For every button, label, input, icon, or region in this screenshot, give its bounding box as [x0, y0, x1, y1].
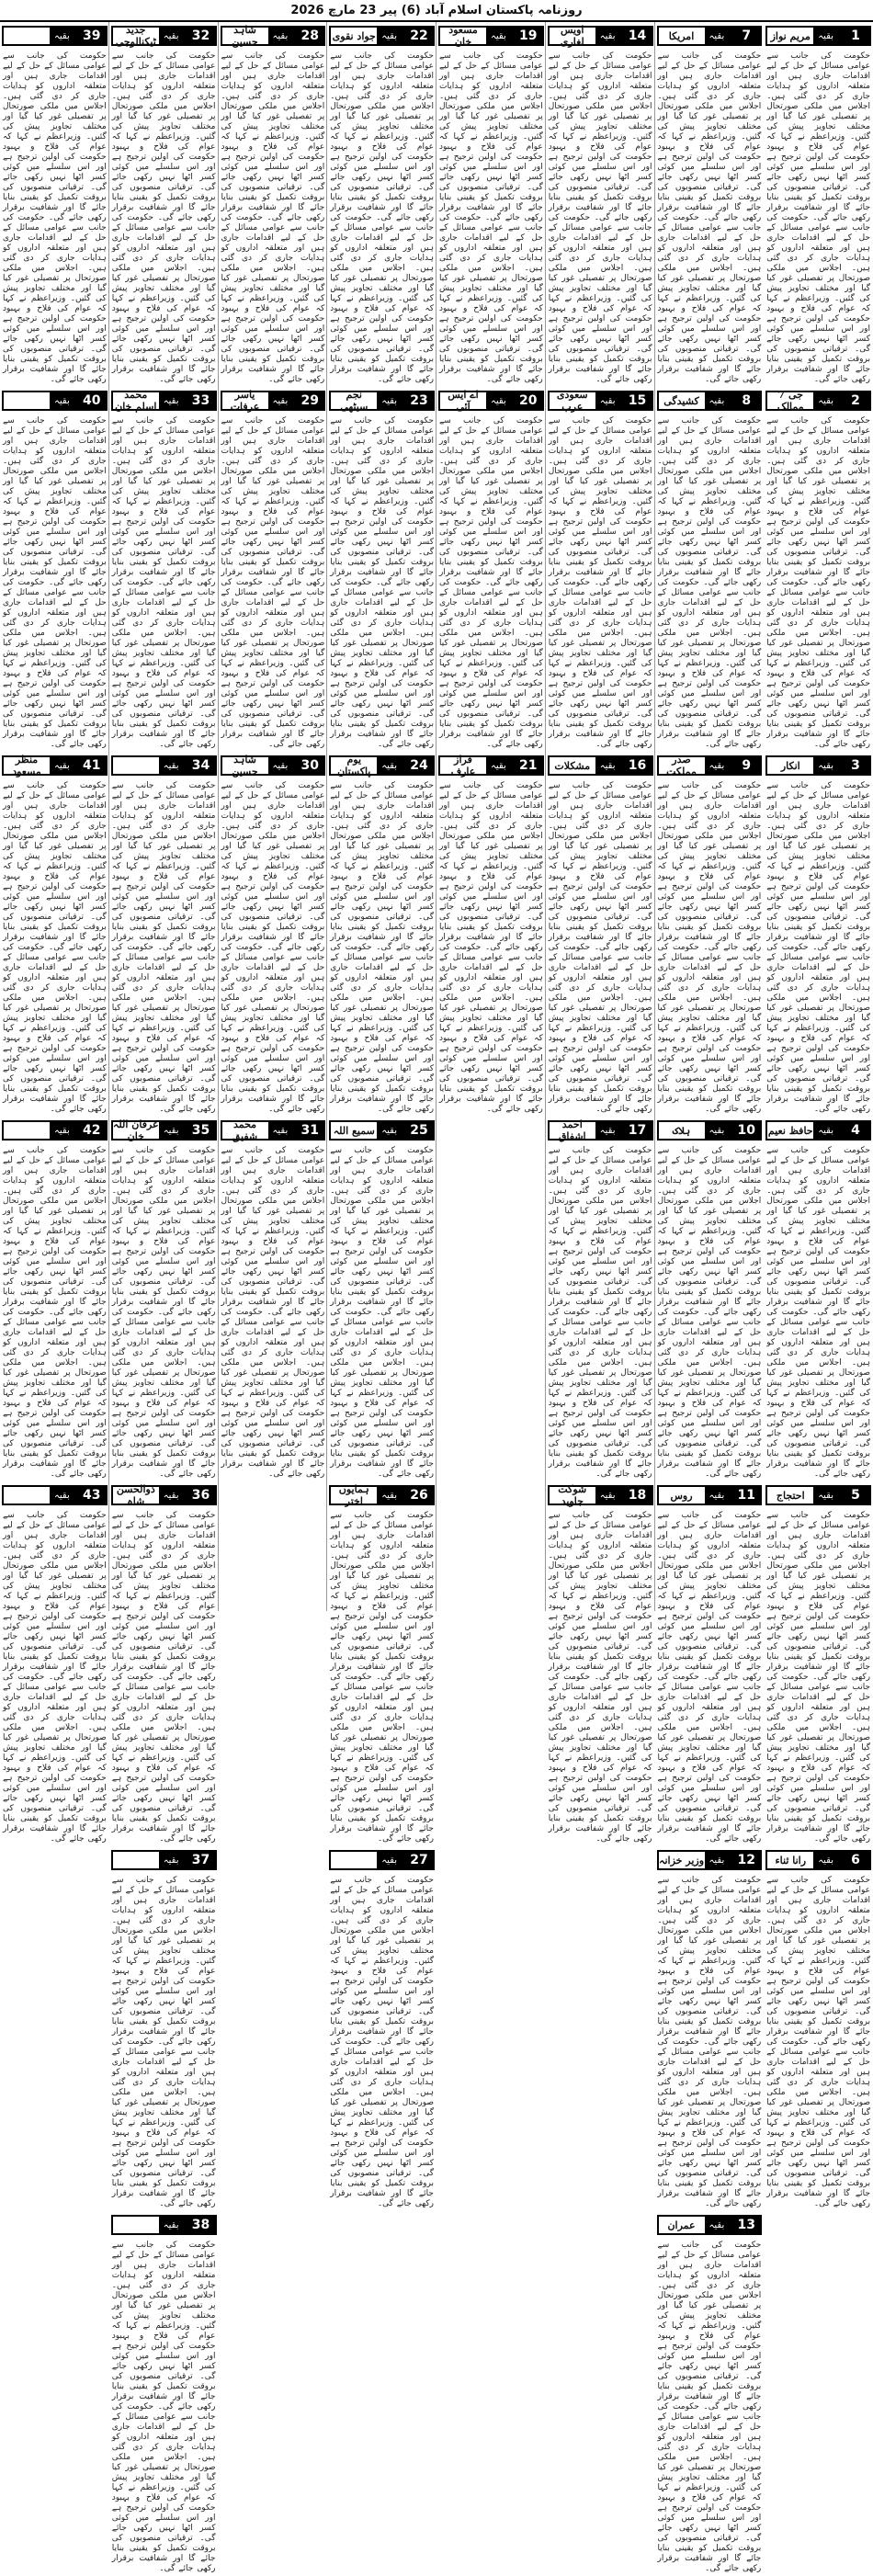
story-number: 4	[840, 1120, 871, 1140]
continued-story-header	[111, 1120, 217, 1140]
story-title: اے ایس آئی	[448, 389, 479, 413]
story-title-box	[438, 26, 513, 46]
story-body: حکومت کی جانب سے عوامی مسائل کے حل کے لیے اقدامات جاری ہیں اور متعلقہ اداروں کو ہدایات جاری کر دی گئی ہیں۔ اجلاس میں ملکی صورتحال پر تفصیلی غور کیا گیا اور مختلف تجاویز پیش کی گئیں۔ وزیراعظم نے کہا کہ عوام کی فلاح و بہبود حکومت کی اولین ترجیح ہے اور اس سلسلے میں کوئی کسر اٹھا نہیں رکھی جائے گی۔ ترقیاتی منصوبوں کی بروقت تکمیل کو یقینی بنایا جائے گا اور شفافیت برقرار رکھی جائے گی۔ حکومت کی جانب سے عوامی مسائل کے حل کے لیے اقدامات جاری ہیں اور متعلقہ اداروں کو ہدایات جاری کر دی گئی ہیں۔ اجلاس میں ملکی صورتحال پر تفصیلی غور کیا گیا اور مختلف تجاویز پیش کی گئیں۔ وزیراعظم نے کہا کہ عوام کی فلاح و بہبود حکومت کی اولین ترجیح ہے اور اس سلسلے میں کوئی کسر اٹھا نہیں رکھی جائے گی۔ ترقیاتی منصوبوں کی بروقت تکمیل کو یقینی بنایا جائے گا اور شفافیت برقرار رکھی جائے گی۔	[111, 416, 216, 749]
continued-story-header	[111, 1850, 217, 1870]
story-body: حکومت کی جانب سے عوامی مسائل کے حل کے لیے اقدامات جاری ہیں اور متعلقہ اداروں کو ہدایات جاری کر دی گئی ہیں۔ اجلاس میں ملکی صورتحال پر تفصیلی غور کیا گیا اور مختلف تجاویز پیش کی گئیں۔ وزیراعظم نے کہا کہ عوام کی فلاح و بہبود حکومت کی اولین ترجیح ہے اور اس سلسلے میں کوئی کسر اٹھا نہیں رکھی جائے گی۔ ترقیاتی منصوبوں کی بروقت تکمیل کو یقینی بنایا جائے گا اور شفافیت برقرار رکھی جائے گی۔ حکومت کی جانب سے عوامی مسائل کے حل کے لیے اقدامات جاری ہیں اور متعلقہ اداروں کو ہدایات جاری کر دی گئی ہیں۔ اجلاس میں ملکی صورتحال پر تفصیلی غور کیا گیا اور مختلف تجاویز پیش کی گئیں۔ وزیراعظم نے کہا کہ عوام کی فلاح و بہبود حکومت کی اولین ترجیح ہے اور اس سلسلے میں کوئی کسر اٹھا نہیں رکھی جائے گی۔ ترقیاتی منصوبوں کی بروقت تکمیل کو یقینی بنایا جائے گا اور شفافیت برقرار رکھی جائے گی۔	[657, 416, 762, 749]
story-number: 9	[731, 755, 762, 776]
story-title: صدر مملکت	[666, 754, 697, 777]
story-body: حکومت کی جانب سے عوامی مسائل کے حل کے لیے اقدامات جاری ہیں اور متعلقہ اداروں کو ہدایات جاری کر دی گئی ہیں۔ اجلاس میں ملکی صورتحال پر تفصیلی غور کیا گیا اور مختلف تجاویز پیش کی گئیں۔ وزیراعظم نے کہا کہ عوام کی فلاح و بہبود حکومت کی اولین ترجیح ہے اور اس سلسلے میں کوئی کسر اٹھا نہیں رکھی جائے گی۔ ترقیاتی منصوبوں کی بروقت تکمیل کو یقینی بنایا جائے گا اور شفافیت برقرار رکھی جائے گی۔ حکومت کی جانب سے عوامی مسائل کے حل کے لیے اقدامات جاری ہیں اور متعلقہ اداروں کو ہدایات جاری کر دی گئی ہیں۔ اجلاس میں ملکی صورتحال پر تفصیلی غور کیا گیا اور مختلف تجاویز پیش کی گئیں۔ وزیراعظم نے کہا کہ عوام کی فلاح و بہبود حکومت کی اولین ترجیح ہے اور اس سلسلے میں کوئی کسر اٹھا نہیں رکھی جائے گی۔ ترقیاتی منصوبوں کی بروقت تکمیل کو یقینی بنایا جائے گا اور شفافیت برقرار رکھی جائے گی۔	[330, 1876, 434, 2208]
story-title-box	[221, 755, 295, 776]
story-body: حکومت کی جانب سے عوامی مسائل کے حل کے لیے اقدامات جاری ہیں اور متعلقہ اداروں کو ہدایات جاری کر دی گئی ہیں۔ اجلاس میں ملکی صورتحال پر تفصیلی غور کیا گیا اور مختلف تجاویز پیش کی گئیں۔ وزیراعظم نے کہا کہ عوام کی فلاح و بہبود حکومت کی اولین ترجیح ہے اور اس سلسلے میں کوئی کسر اٹھا نہیں رکھی جائے گی۔ ترقیاتی منصوبوں کی بروقت تکمیل کو یقینی بنایا جائے گا اور شفافیت برقرار رکھی جائے گی۔ حکومت کی جانب سے عوامی مسائل کے حل کے لیے اقدامات جاری ہیں اور متعلقہ اداروں کو ہدایات جاری کر دی گئی ہیں۔ اجلاس میں ملکی صورتحال پر تفصیلی غور کیا گیا اور مختلف تجاویز پیش کی گئیں۔ وزیراعظم نے کہا کہ عوام کی فلاح و بہبود حکومت کی اولین ترجیح ہے اور اس سلسلے میں کوئی کسر اٹھا نہیں رکھی جائے گی۔ ترقیاتی منصوبوں کی بروقت تکمیل کو یقینی بنایا جائے گا اور شفافیت برقرار رکھی جائے گی۔	[111, 1146, 216, 1479]
story-title: اویس لغاری	[560, 24, 584, 48]
masthead: روزنامہ پاکستان اسلام آباد (6) پیر 23 مارچ 2026	[0, 0, 873, 22]
story-number: 39	[76, 26, 108, 46]
story-number: 23	[403, 391, 435, 411]
story-body: حکومت کی جانب سے عوامی مسائل کے حل کے لیے اقدامات جاری ہیں اور متعلقہ اداروں کو ہدایات جاری کر دی گئی ہیں۔ اجلاس میں ملکی صورتحال پر تفصیلی غور کیا گیا اور مختلف تجاویز پیش کی گئیں۔ وزیراعظم نے کہا کہ عوام کی فلاح و بہبود حکومت کی اولین ترجیح ہے اور اس سلسلے میں کوئی کسر اٹھا نہیں رکھی جائے گی۔ ترقیاتی منصوبوں کی بروقت تکمیل کو یقینی بنایا جائے گا اور شفافیت برقرار رکھی جائے گی۔ حکومت کی جانب سے عوامی مسائل کے حل کے لیے اقدامات جاری ہیں اور متعلقہ اداروں کو ہدایات جاری کر دی گئی ہیں۔ اجلاس میں ملکی صورتحال پر تفصیلی غور کیا گیا اور مختلف تجاویز پیش کی گئیں۔ وزیراعظم نے کہا کہ عوام کی فلاح و بہبود حکومت کی اولین ترجیح ہے اور اس سلسلے میں کوئی کسر اٹھا نہیں رکھی جائے گی۔ ترقیاتی منصوبوں کی بروقت تکمیل کو یقینی بنایا جائے گا اور شفافیت برقرار رکھی جائے گی۔	[548, 51, 652, 384]
story-title: فراز عارف	[450, 754, 476, 777]
story-body: حکومت کی جانب سے عوامی مسائل کے حل کے لیے اقدامات جاری ہیں اور متعلقہ اداروں کو ہدایات جاری کر دی گئی ہیں۔ اجلاس میں ملکی صورتحال پر تفصیلی غور کیا گیا اور مختلف تجاویز پیش کی گئیں۔ وزیراعظم نے کہا کہ عوام کی فلاح و بہبود حکومت کی اولین ترجیح ہے اور اس سلسلے میں کوئی کسر اٹھا نہیں رکھی جائے گی۔ ترقیاتی منصوبوں کی بروقت تکمیل کو یقینی بنایا جائے گا اور شفافیت برقرار رکھی جائے گی۔ حکومت کی جانب سے عوامی مسائل کے حل کے لیے اقدامات جاری ہیں اور متعلقہ اداروں کو ہدایات جاری کر دی گئی ہیں۔ اجلاس میں ملکی صورتحال پر تفصیلی غور کیا گیا اور مختلف تجاویز پیش کی گئیں۔ وزیراعظم نے کہا کہ عوام کی فلاح و بہبود حکومت کی اولین ترجیح ہے اور اس سلسلے میں کوئی کسر اٹھا نہیں رکھی جائے گی۔ ترقیاتی منصوبوں کی بروقت تکمیل کو یقینی بنایا جائے گا اور شفافیت برقرار رکھی جائے گی۔	[548, 1146, 652, 1479]
continued-story-header	[2, 755, 108, 776]
story-body: حکومت کی جانب سے عوامی مسائل کے حل کے لیے اقدامات جاری ہیں اور متعلقہ اداروں کو ہدایات جاری کر دی گئی ہیں۔ اجلاس میں ملکی صورتحال پر تفصیلی غور کیا گیا اور مختلف تجاویز پیش کی گئیں۔ وزیراعظم نے کہا کہ عوام کی فلاح و بہبود حکومت کی اولین ترجیح ہے اور اس سلسلے میں کوئی کسر اٹھا نہیں رکھی جائے گی۔ ترقیاتی منصوبوں کی بروقت تکمیل کو یقینی بنایا جائے گا اور شفافیت برقرار رکھی جائے گی۔ حکومت کی جانب سے عوامی مسائل کے حل کے لیے اقدامات جاری ہیں اور متعلقہ اداروں کو ہدایات جاری کر دی گئی ہیں۔ اجلاس میں ملکی صورتحال پر تفصیلی غور کیا گیا اور مختلف تجاویز پیش کی گئیں۔ وزیراعظم نے کہا کہ عوام کی فلاح و بہبود حکومت کی اولین ترجیح ہے اور اس سلسلے میں کوئی کسر اٹھا نہیں رکھی جائے گی۔ ترقیاتی منصوبوں کی بروقت تکمیل کو یقینی بنایا جائے گا اور شفافیت برقرار رکھی جائے گی۔	[330, 781, 434, 1114]
story-title-box	[657, 1850, 731, 1870]
continued-tag: بقیہ	[813, 28, 838, 44]
story-title: وزیر خزانہ	[659, 1854, 705, 1867]
story-title: شاہد حسین	[232, 754, 258, 777]
story-title-box	[2, 1120, 76, 1140]
story-body: حکومت کی جانب سے عوامی مسائل کے حل کے لیے اقدامات جاری ہیں اور متعلقہ اداروں کو ہدایات جاری کر دی گئی ہیں۔ اجلاس میں ملکی صورتحال پر تفصیلی غور کیا گیا اور مختلف تجاویز پیش کی گئیں۔ وزیراعظم نے کہا کہ عوام کی فلاح و بہبود حکومت کی اولین ترجیح ہے اور اس سلسلے میں کوئی کسر اٹھا نہیں رکھی جائے گی۔ ترقیاتی منصوبوں کی بروقت تکمیل کو یقینی بنایا جائے گا اور شفافیت برقرار رکھی جائے گی۔ حکومت کی جانب سے عوامی مسائل کے حل کے لیے اقدامات جاری ہیں اور متعلقہ اداروں کو ہدایات جاری کر دی گئی ہیں۔ اجلاس میں ملکی صورتحال پر تفصیلی غور کیا گیا اور مختلف تجاویز پیش کی گئیں۔ وزیراعظم نے کہا کہ عوام کی فلاح و بہبود حکومت کی اولین ترجیح ہے اور اس سلسلے میں کوئی کسر اٹھا نہیں رکھی جائے گی۔ ترقیاتی منصوبوں کی بروقت تکمیل کو یقینی بنایا جائے گا اور شفافیت برقرار رکھی جائے گی۔	[221, 416, 325, 749]
story-number: 20	[513, 391, 544, 411]
continued-story-header	[548, 1120, 653, 1140]
story-title-box	[2, 26, 76, 46]
continued-story-header	[438, 26, 544, 46]
story-body: حکومت کی جانب سے عوامی مسائل کے حل کے لیے اقدامات جاری ہیں اور متعلقہ اداروں کو ہدایات جاری کر دی گئی ہیں۔ اجلاس میں ملکی صورتحال پر تفصیلی غور کیا گیا اور مختلف تجاویز پیش کی گئیں۔ وزیراعظم نے کہا کہ عوام کی فلاح و بہبود حکومت کی اولین ترجیح ہے اور اس سلسلے میں کوئی کسر اٹھا نہیں رکھی جائے گی۔ ترقیاتی منصوبوں کی بروقت تکمیل کو یقینی بنایا جائے گا اور شفافیت برقرار رکھی جائے گی۔ حکومت کی جانب سے عوامی مسائل کے حل کے لیے اقدامات جاری ہیں اور متعلقہ اداروں کو ہدایات جاری کر دی گئی ہیں۔ اجلاس میں ملکی صورتحال پر تفصیلی غور کیا گیا اور مختلف تجاویز پیش کی گئیں۔ وزیراعظم نے کہا کہ عوام کی فلاح و بہبود حکومت کی اولین ترجیح ہے اور اس سلسلے میں کوئی کسر اٹھا نہیں رکھی جائے گی۔ ترقیاتی منصوبوں کی بروقت تکمیل کو یقینی بنایا جائے گا اور شفافیت برقرار رکھی جائے گی۔	[766, 416, 870, 749]
story-body: حکومت کی جانب سے عوامی مسائل کے حل کے لیے اقدامات جاری ہیں اور متعلقہ اداروں کو ہدایات جاری کر دی گئی ہیں۔ اجلاس میں ملکی صورتحال پر تفصیلی غور کیا گیا اور مختلف تجاویز پیش کی گئیں۔ وزیراعظم نے کہا کہ عوام کی فلاح و بہبود حکومت کی اولین ترجیح ہے اور اس سلسلے میں کوئی کسر اٹھا نہیں رکھی جائے گی۔ ترقیاتی منصوبوں کی بروقت تکمیل کو یقینی بنایا جائے گا اور شفافیت برقرار رکھی جائے گی۔ حکومت کی جانب سے عوامی مسائل کے حل کے لیے اقدامات جاری ہیں اور متعلقہ اداروں کو ہدایات جاری کر دی گئی ہیں۔ اجلاس میں ملکی صورتحال پر تفصیلی غور کیا گیا اور مختلف تجاویز پیش کی گئیں۔ وزیراعظم نے کہا کہ عوام کی فلاح و بہبود حکومت کی اولین ترجیح ہے اور اس سلسلے میں کوئی کسر اٹھا نہیں رکھی جائے گی۔ ترقیاتی منصوبوں کی بروقت تکمیل کو یقینی بنایا جائے گا اور شفافیت برقرار رکھی جائے گی۔	[111, 781, 216, 1114]
continued-story-header	[2, 26, 108, 46]
story-title-box	[2, 755, 76, 776]
story-title-box	[329, 755, 403, 776]
continued-tag: بقیہ	[813, 1487, 838, 1504]
continued-tag: بقیہ	[159, 392, 184, 409]
continued-tag: بقیہ	[595, 28, 620, 44]
continued-tag: بقیہ	[705, 1487, 730, 1504]
continued-story-header	[221, 1120, 326, 1140]
story-number: 2	[840, 391, 871, 411]
continued-story-header	[221, 755, 326, 776]
continued-tag: بقیہ	[159, 1852, 184, 1868]
story-number: 43	[76, 1485, 108, 1505]
story-body: حکومت کی جانب سے عوامی مسائل کے حل کے لیے اقدامات جاری ہیں اور متعلقہ اداروں کو ہدایات جاری کر دی گئی ہیں۔ اجلاس میں ملکی صورتحال پر تفصیلی غور کیا گیا اور مختلف تجاویز پیش کی گئیں۔ وزیراعظم نے کہا کہ عوام کی فلاح و بہبود حکومت کی اولین ترجیح ہے اور اس سلسلے میں کوئی کسر اٹھا نہیں رکھی جائے گی۔ ترقیاتی منصوبوں کی بروقت تکمیل کو یقینی بنایا جائے گا اور شفافیت برقرار رکھی جائے گی۔ حکومت کی جانب سے عوامی مسائل کے حل کے لیے اقدامات جاری ہیں اور متعلقہ اداروں کو ہدایات جاری کر دی گئی ہیں۔ اجلاس میں ملکی صورتحال پر تفصیلی غور کیا گیا اور مختلف تجاویز پیش کی گئیں۔ وزیراعظم نے کہا کہ عوام کی فلاح و بہبود حکومت کی اولین ترجیح ہے اور اس سلسلے میں کوئی کسر اٹھا نہیں رکھی جائے گی۔ ترقیاتی منصوبوں کی بروقت تکمیل کو یقینی بنایا جائے گا اور شفافیت برقرار رکھی جائے گی۔	[766, 781, 870, 1114]
story-number: 22	[403, 26, 435, 46]
continued-tag: بقیہ	[377, 392, 402, 409]
continued-story-header	[329, 1120, 435, 1140]
continued-story-header	[548, 755, 653, 776]
story-body: حکومت کی جانب سے عوامی مسائل کے حل کے لیے اقدامات جاری ہیں اور متعلقہ اداروں کو ہدایات جاری کر دی گئی ہیں۔ اجلاس میں ملکی صورتحال پر تفصیلی غور کیا گیا اور مختلف تجاویز پیش کی گئیں۔ وزیراعظم نے کہا کہ عوام کی فلاح و بہبود حکومت کی اولین ترجیح ہے اور اس سلسلے میں کوئی کسر اٹھا نہیں رکھی جائے گی۔ ترقیاتی منصوبوں کی بروقت تکمیل کو یقینی بنایا جائے گا اور شفافیت برقرار رکھی جائے گی۔ حکومت کی جانب سے عوامی مسائل کے حل کے لیے اقدامات جاری ہیں اور متعلقہ اداروں کو ہدایات جاری کر دی گئی ہیں۔ اجلاس میں ملکی صورتحال پر تفصیلی غور کیا گیا اور مختلف تجاویز پیش کی گئیں۔ وزیراعظم نے کہا کہ عوام کی فلاح و بہبود حکومت کی اولین ترجیح ہے اور اس سلسلے میں کوئی کسر اٹھا نہیں رکھی جائے گی۔ ترقیاتی منصوبوں کی بروقت تکمیل کو یقینی بنایا جائے گا اور شفافیت برقرار رکھی جائے گی۔	[657, 1511, 762, 1844]
story-title-box	[657, 2215, 731, 2235]
continued-tag: بقیہ	[159, 1487, 184, 1504]
story-body: حکومت کی جانب سے عوامی مسائل کے حل کے لیے اقدامات جاری ہیں اور متعلقہ اداروں کو ہدایات جاری کر دی گئی ہیں۔ اجلاس میں ملکی صورتحال پر تفصیلی غور کیا گیا اور مختلف تجاویز پیش کی گئیں۔ وزیراعظم نے کہا کہ عوام کی فلاح و بہبود حکومت کی اولین ترجیح ہے اور اس سلسلے میں کوئی کسر اٹھا نہیں رکھی جائے گی۔ ترقیاتی منصوبوں کی بروقت تکمیل کو یقینی بنایا جائے گا اور شفافیت برقرار رکھی جائے گی۔ حکومت کی جانب سے عوامی مسائل کے حل کے لیے اقدامات جاری ہیں اور متعلقہ اداروں کو ہدایات جاری کر دی گئی ہیں۔ اجلاس میں ملکی صورتحال پر تفصیلی غور کیا گیا اور مختلف تجاویز پیش کی گئیں۔ وزیراعظم نے کہا کہ عوام کی فلاح و بہبود حکومت کی اولین ترجیح ہے اور اس سلسلے میں کوئی کسر اٹھا نہیں رکھی جائے گی۔ ترقیاتی منصوبوں کی بروقت تکمیل کو یقینی بنایا جائے گا اور شفافیت برقرار رکھی جائے گی۔	[111, 1511, 216, 1844]
story-title-box	[329, 26, 403, 46]
story-title: حافظ نعیم	[767, 1124, 813, 1137]
story-title: شاہد حسین	[232, 24, 258, 48]
story-number: 19	[513, 26, 544, 46]
continued-tag: بقیہ	[377, 1852, 402, 1868]
story-title: عمران	[667, 2219, 696, 2231]
story-title: جواد نقوی	[332, 29, 376, 42]
continued-story-header	[111, 26, 217, 46]
story-title-box	[111, 755, 186, 776]
continued-tag: بقیہ	[377, 757, 402, 774]
story-number: 34	[186, 755, 217, 776]
story-number: 25	[403, 1120, 435, 1140]
continued-tag: بقیہ	[813, 392, 838, 409]
continued-tag: بقیہ	[50, 392, 74, 409]
continued-tag: بقیہ	[50, 757, 74, 774]
story-number: 38	[186, 2215, 217, 2235]
continued-tag: بقیہ	[813, 757, 838, 774]
continued-tag: بقیہ	[705, 2217, 730, 2233]
story-body: حکومت کی جانب سے عوامی مسائل کے حل کے لیے اقدامات جاری ہیں اور متعلقہ اداروں کو ہدایات جاری کر دی گئی ہیں۔ اجلاس میں ملکی صورتحال پر تفصیلی غور کیا گیا اور مختلف تجاویز پیش کی گئیں۔ وزیراعظم نے کہا کہ عوام کی فلاح و بہبود حکومت کی اولین ترجیح ہے اور اس سلسلے میں کوئی کسر اٹھا نہیں رکھی جائے گی۔ ترقیاتی منصوبوں کی بروقت تکمیل کو یقینی بنایا جائے گا اور شفافیت برقرار رکھی جائے گی۔ حکومت کی جانب سے عوامی مسائل کے حل کے لیے اقدامات جاری ہیں اور متعلقہ اداروں کو ہدایات جاری کر دی گئی ہیں۔ اجلاس میں ملکی صورتحال پر تفصیلی غور کیا گیا اور مختلف تجاویز پیش کی گئیں۔ وزیراعظم نے کہا کہ عوام کی فلاح و بہبود حکومت کی اولین ترجیح ہے اور اس سلسلے میں کوئی کسر اٹھا نہیں رکھی جائے گی۔ ترقیاتی منصوبوں کی بروقت تکمیل کو یقینی بنایا جائے گا اور شفافیت برقرار رکھی جائے گی۔	[657, 51, 762, 384]
continued-tag: بقیہ	[377, 28, 402, 44]
continued-story-header	[111, 391, 217, 411]
story-title-box	[765, 391, 840, 411]
story-body: حکومت کی جانب سے عوامی مسائل کے حل کے لیے اقدامات جاری ہیں اور متعلقہ اداروں کو ہدایات جاری کر دی گئی ہیں۔ اجلاس میں ملکی صورتحال پر تفصیلی غور کیا گیا اور مختلف تجاویز پیش کی گئیں۔ وزیراعظم نے کہا کہ عوام کی فلاح و بہبود حکومت کی اولین ترجیح ہے اور اس سلسلے میں کوئی کسر اٹھا نہیں رکھی جائے گی۔ ترقیاتی منصوبوں کی بروقت تکمیل کو یقینی بنایا جائے گا اور شفافیت برقرار رکھی جائے گی۔ حکومت کی جانب سے عوامی مسائل کے حل کے لیے اقدامات جاری ہیں اور متعلقہ اداروں کو ہدایات جاری کر دی گئی ہیں۔ اجلاس میں ملکی صورتحال پر تفصیلی غور کیا گیا اور مختلف تجاویز پیش کی گئیں۔ وزیراعظم نے کہا کہ عوام کی فلاح و بہبود حکومت کی اولین ترجیح ہے اور اس سلسلے میں کوئی کسر اٹھا نہیں رکھی جائے گی۔ ترقیاتی منصوبوں کی بروقت تکمیل کو یقینی بنایا جائے گا اور شفافیت برقرار رکھی جائے گی۔	[766, 1146, 870, 1479]
continued-story-header	[765, 391, 871, 411]
continued-tag: بقیہ	[50, 1487, 74, 1504]
story-number: 30	[294, 755, 325, 776]
story-number: 11	[731, 1485, 762, 1505]
story-body: حکومت کی جانب سے عوامی مسائل کے حل کے لیے اقدامات جاری ہیں اور متعلقہ اداروں کو ہدایات جاری کر دی گئی ہیں۔ اجلاس میں ملکی صورتحال پر تفصیلی غور کیا گیا اور مختلف تجاویز پیش کی گئیں۔ وزیراعظم نے کہا کہ عوام کی فلاح و بہبود حکومت کی اولین ترجیح ہے اور اس سلسلے میں کوئی کسر اٹھا نہیں رکھی جائے گی۔ ترقیاتی منصوبوں کی بروقت تکمیل کو یقینی بنایا جائے گا اور شفافیت برقرار رکھی جائے گی۔ حکومت کی جانب سے عوامی مسائل کے حل کے لیے اقدامات جاری ہیں اور متعلقہ اداروں کو ہدایات جاری کر دی گئی ہیں۔ اجلاس میں ملکی صورتحال پر تفصیلی غور کیا گیا اور مختلف تجاویز پیش کی گئیں۔ وزیراعظم نے کہا کہ عوام کی فلاح و بہبود حکومت کی اولین ترجیح ہے اور اس سلسلے میں کوئی کسر اٹھا نہیں رکھی جائے گی۔ ترقیاتی منصوبوں کی بروقت تکمیل کو یقینی بنایا جائے گا اور شفافیت برقرار رکھی جائے گی۔	[3, 1511, 107, 1844]
continued-story-header	[221, 26, 326, 46]
story-number: 33	[186, 391, 217, 411]
story-number: 12	[731, 1850, 762, 1870]
story-number: 21	[513, 755, 544, 776]
story-title-box	[111, 1850, 186, 1870]
story-title: سمیع اللہ	[333, 1124, 375, 1137]
story-body: حکومت کی جانب سے عوامی مسائل کے حل کے لیے اقدامات جاری ہیں اور متعلقہ اداروں کو ہدایات جاری کر دی گئی ہیں۔ اجلاس میں ملکی صورتحال پر تفصیلی غور کیا گیا اور مختلف تجاویز پیش کی گئیں۔ وزیراعظم نے کہا کہ عوام کی فلاح و بہبود حکومت کی اولین ترجیح ہے اور اس سلسلے میں کوئی کسر اٹھا نہیں رکھی جائے گی۔ ترقیاتی منصوبوں کی بروقت تکمیل کو یقینی بنایا جائے گا اور شفافیت برقرار رکھی جائے گی۔ حکومت کی جانب سے عوامی مسائل کے حل کے لیے اقدامات جاری ہیں اور متعلقہ اداروں کو ہدایات جاری کر دی گئی ہیں۔ اجلاس میں ملکی صورتحال پر تفصیلی غور کیا گیا اور مختلف تجاویز پیش کی گئیں۔ وزیراعظم نے کہا کہ عوام کی فلاح و بہبود حکومت کی اولین ترجیح ہے اور اس سلسلے میں کوئی کسر اٹھا نہیں رکھی جائے گی۔ ترقیاتی منصوبوں کی بروقت تکمیل کو یقینی بنایا جائے گا اور شفافیت برقرار رکھی جائے گی۔	[3, 1146, 107, 1479]
story-number: 27	[403, 1850, 435, 1870]
story-title: ہلاک	[672, 1124, 691, 1137]
news-column	[108, 22, 219, 2573]
news-column	[0, 22, 109, 1844]
story-number: 26	[403, 1485, 435, 1505]
news-column	[654, 22, 765, 2573]
story-body: حکومت کی جانب سے عوامی مسائل کے حل کے لیے اقدامات جاری ہیں اور متعلقہ اداروں کو ہدایات جاری کر دی گئی ہیں۔ اجلاس میں ملکی صورتحال پر تفصیلی غور کیا گیا اور مختلف تجاویز پیش کی گئیں۔ وزیراعظم نے کہا کہ عوام کی فلاح و بہبود حکومت کی اولین ترجیح ہے اور اس سلسلے میں کوئی کسر اٹھا نہیں رکھی جائے گی۔ ترقیاتی منصوبوں کی بروقت تکمیل کو یقینی بنایا جائے گا اور شفافیت برقرار رکھی جائے گی۔ حکومت کی جانب سے عوامی مسائل کے حل کے لیے اقدامات جاری ہیں اور متعلقہ اداروں کو ہدایات جاری کر دی گئی ہیں۔ اجلاس میں ملکی صورتحال پر تفصیلی غور کیا گیا اور مختلف تجاویز پیش کی گئیں۔ وزیراعظم نے کہا کہ عوام کی فلاح و بہبود حکومت کی اولین ترجیح ہے اور اس سلسلے میں کوئی کسر اٹھا نہیں رکھی جائے گی۔ ترقیاتی منصوبوں کی بروقت تکمیل کو یقینی بنایا جائے گا اور شفافیت برقرار رکھی جائے گی۔	[548, 781, 652, 1114]
continued-story-header	[548, 26, 653, 46]
story-title: جدید ٹیکنالوجی	[115, 24, 156, 48]
continued-tag: بقیہ	[377, 1122, 402, 1139]
story-number: 17	[622, 1120, 653, 1140]
story-title: کشیدگی	[663, 394, 699, 407]
story-title: شوکت جاوید	[558, 1483, 587, 1507]
story-body: حکومت کی جانب سے عوامی مسائل کے حل کے لیے اقدامات جاری ہیں اور متعلقہ اداروں کو ہدایات جاری کر دی گئی ہیں۔ اجلاس میں ملکی صورتحال پر تفصیلی غور کیا گیا اور مختلف تجاویز پیش کی گئیں۔ وزیراعظم نے کہا کہ عوام کی فلاح و بہبود حکومت کی اولین ترجیح ہے اور اس سلسلے میں کوئی کسر اٹھا نہیں رکھی جائے گی۔ ترقیاتی منصوبوں کی بروقت تکمیل کو یقینی بنایا جائے گا اور شفافیت برقرار رکھی جائے گی۔ حکومت کی جانب سے عوامی مسائل کے حل کے لیے اقدامات جاری ہیں اور متعلقہ اداروں کو ہدایات جاری کر دی گئی ہیں۔ اجلاس میں ملکی صورتحال پر تفصیلی غور کیا گیا اور مختلف تجاویز پیش کی گئیں۔ وزیراعظم نے کہا کہ عوام کی فلاح و بہبود حکومت کی اولین ترجیح ہے اور اس سلسلے میں کوئی کسر اٹھا نہیں رکھی جائے گی۔ ترقیاتی منصوبوں کی بروقت تکمیل کو یقینی بنایا جائے گا اور شفافیت برقرار رکھی جائے گی۔	[111, 51, 216, 384]
story-title-box	[765, 1120, 840, 1140]
story-number: 41	[76, 755, 108, 776]
story-body: حکومت کی جانب سے عوامی مسائل کے حل کے لیے اقدامات جاری ہیں اور متعلقہ اداروں کو ہدایات جاری کر دی گئی ہیں۔ اجلاس میں ملکی صورتحال پر تفصیلی غور کیا گیا اور مختلف تجاویز پیش کی گئیں۔ وزیراعظم نے کہا کہ عوام کی فلاح و بہبود حکومت کی اولین ترجیح ہے اور اس سلسلے میں کوئی کسر اٹھا نہیں رکھی جائے گی۔ ترقیاتی منصوبوں کی بروقت تکمیل کو یقینی بنایا جائے گا اور شفافیت برقرار رکھی جائے گی۔ حکومت کی جانب سے عوامی مسائل کے حل کے لیے اقدامات جاری ہیں اور متعلقہ اداروں کو ہدایات جاری کر دی گئی ہیں۔ اجلاس میں ملکی صورتحال پر تفصیلی غور کیا گیا اور مختلف تجاویز پیش کی گئیں۔ وزیراعظم نے کہا کہ عوام کی فلاح و بہبود حکومت کی اولین ترجیح ہے اور اس سلسلے میں کوئی کسر اٹھا نہیں رکھی جائے گی۔ ترقیاتی منصوبوں کی بروقت تکمیل کو یقینی بنایا جائے گا اور شفافیت برقرار رکھی جائے گی۔	[439, 416, 543, 749]
story-title-box	[111, 391, 186, 411]
continued-tag: بقیہ	[268, 757, 293, 774]
continued-tag: بقیہ	[268, 392, 293, 409]
continued-story-header	[438, 755, 544, 776]
continued-story-header	[438, 391, 544, 411]
story-title-box	[111, 2215, 186, 2235]
story-title-box	[111, 26, 186, 46]
story-number: 13	[731, 2215, 762, 2235]
story-title: یاسر عرفات	[230, 389, 260, 413]
news-column	[545, 22, 655, 1844]
continued-story-header	[765, 755, 871, 776]
continued-story-header	[2, 391, 108, 411]
story-title: محمد اسلم خان	[115, 389, 157, 413]
continued-tag: بقیہ	[705, 1852, 730, 1868]
story-title-box	[111, 1485, 186, 1505]
continued-tag: بقیہ	[595, 1487, 620, 1504]
story-body: حکومت کی جانب سے عوامی مسائل کے حل کے لیے اقدامات جاری ہیں اور متعلقہ اداروں کو ہدایات جاری کر دی گئی ہیں۔ اجلاس میں ملکی صورتحال پر تفصیلی غور کیا گیا اور مختلف تجاویز پیش کی گئیں۔ وزیراعظم نے کہا کہ عوام کی فلاح و بہبود حکومت کی اولین ترجیح ہے اور اس سلسلے میں کوئی کسر اٹھا نہیں رکھی جائے گی۔ ترقیاتی منصوبوں کی بروقت تکمیل کو یقینی بنایا جائے گا اور شفافیت برقرار رکھی جائے گی۔ حکومت کی جانب سے عوامی مسائل کے حل کے لیے اقدامات جاری ہیں اور متعلقہ اداروں کو ہدایات جاری کر دی گئی ہیں۔ اجلاس میں ملکی صورتحال پر تفصیلی غور کیا گیا اور مختلف تجاویز پیش کی گئیں۔ وزیراعظم نے کہا کہ عوام کی فلاح و بہبود حکومت کی اولین ترجیح ہے اور اس سلسلے میں کوئی کسر اٹھا نہیں رکھی جائے گی۔ ترقیاتی منصوبوں کی بروقت تکمیل کو یقینی بنایا جائے گا اور شفافیت برقرار رکھی جائے گی۔	[3, 781, 107, 1114]
story-number: 5	[840, 1485, 871, 1505]
continued-story-header	[765, 1850, 871, 1870]
story-title-box	[765, 1850, 840, 1870]
story-number: 14	[622, 26, 653, 46]
continued-tag: بقیہ	[595, 1122, 620, 1139]
continued-story-header	[329, 26, 435, 46]
story-number: 29	[294, 391, 325, 411]
story-body: حکومت کی جانب سے عوامی مسائل کے حل کے لیے اقدامات جاری ہیں اور متعلقہ اداروں کو ہدایات جاری کر دی گئی ہیں۔ اجلاس میں ملکی صورتحال پر تفصیلی غور کیا گیا اور مختلف تجاویز پیش کی گئیں۔ وزیراعظم نے کہا کہ عوام کی فلاح و بہبود حکومت کی اولین ترجیح ہے اور اس سلسلے میں کوئی کسر اٹھا نہیں رکھی جائے گی۔ ترقیاتی منصوبوں کی بروقت تکمیل کو یقینی بنایا جائے گا اور شفافیت برقرار رکھی جائے گی۔ حکومت کی جانب سے عوامی مسائل کے حل کے لیے اقدامات جاری ہیں اور متعلقہ اداروں کو ہدایات جاری کر دی گئی ہیں۔ اجلاس میں ملکی صورتحال پر تفصیلی غور کیا گیا اور مختلف تجاویز پیش کی گئیں۔ وزیراعظم نے کہا کہ عوام کی فلاح و بہبود حکومت کی اولین ترجیح ہے اور اس سلسلے میں کوئی کسر اٹھا نہیں رکھی جائے گی۔ ترقیاتی منصوبوں کی بروقت تکمیل کو یقینی بنایا جائے گا اور شفافیت برقرار رکھی جائے گی۔	[657, 1876, 762, 2208]
story-title: ہمایوں اختر	[338, 1483, 369, 1507]
story-title: ذوالحسن شاہ	[116, 1483, 155, 1507]
news-column	[436, 22, 546, 1611]
story-body: حکومت کی جانب سے عوامی مسائل کے حل کے لیے اقدامات جاری ہیں اور متعلقہ اداروں کو ہدایات جاری کر دی گئی ہیں۔ اجلاس میں ملکی صورتحال پر تفصیلی غور کیا گیا اور مختلف تجاویز پیش کی گئیں۔ وزیراعظم نے کہا کہ عوام کی فلاح و بہبود حکومت کی اولین ترجیح ہے اور اس سلسلے میں کوئی کسر اٹھا نہیں رکھی جائے گی۔ ترقیاتی منصوبوں کی بروقت تکمیل کو یقینی بنایا جائے گا اور شفافیت برقرار رکھی جائے گی۔ حکومت کی جانب سے عوامی مسائل کے حل کے لیے اقدامات جاری ہیں اور متعلقہ اداروں کو ہدایات جاری کر دی گئی ہیں۔ اجلاس میں ملکی صورتحال پر تفصیلی غور کیا گیا اور مختلف تجاویز پیش کی گئیں۔ وزیراعظم نے کہا کہ عوام کی فلاح و بہبود حکومت کی اولین ترجیح ہے اور اس سلسلے میں کوئی کسر اٹھا نہیں رکھی جائے گی۔ ترقیاتی منصوبوں کی بروقت تکمیل کو یقینی بنایا جائے گا اور شفافیت برقرار رکھی جائے گی۔	[221, 781, 325, 1114]
continued-tag: بقیہ	[159, 757, 184, 774]
story-title-box	[548, 1485, 622, 1505]
story-body: حکومت کی جانب سے عوامی مسائل کے حل کے لیے اقدامات جاری ہیں اور متعلقہ اداروں کو ہدایات جاری کر دی گئی ہیں۔ اجلاس میں ملکی صورتحال پر تفصیلی غور کیا گیا اور مختلف تجاویز پیش کی گئیں۔ وزیراعظم نے کہا کہ عوام کی فلاح و بہبود حکومت کی اولین ترجیح ہے اور اس سلسلے میں کوئی کسر اٹھا نہیں رکھی جائے گی۔ ترقیاتی منصوبوں کی بروقت تکمیل کو یقینی بنایا جائے گا اور شفافیت برقرار رکھی جائے گی۔ حکومت کی جانب سے عوامی مسائل کے حل کے لیے اقدامات جاری ہیں اور متعلقہ اداروں کو ہدایات جاری کر دی گئی ہیں۔ اجلاس میں ملکی صورتحال پر تفصیلی غور کیا گیا اور مختلف تجاویز پیش کی گئیں۔ وزیراعظم نے کہا کہ عوام کی فلاح و بہبود حکومت کی اولین ترجیح ہے اور اس سلسلے میں کوئی کسر اٹھا نہیں رکھی جائے گی۔ ترقیاتی منصوبوں کی بروقت تکمیل کو یقینی بنایا جائے گا اور شفافیت برقرار رکھی جائے گی۔	[548, 1511, 652, 1844]
story-title: رانا ثناء	[775, 1854, 807, 1867]
continued-tag: بقیہ	[705, 28, 730, 44]
continued-story-header	[657, 391, 763, 411]
continued-tag: بقیہ	[595, 392, 620, 409]
story-title-box	[548, 1120, 622, 1140]
continued-tag: بقیہ	[813, 1122, 838, 1139]
story-body: حکومت کی جانب سے عوامی مسائل کے حل کے لیے اقدامات جاری ہیں اور متعلقہ اداروں کو ہدایات جاری کر دی گئی ہیں۔ اجلاس میں ملکی صورتحال پر تفصیلی غور کیا گیا اور مختلف تجاویز پیش کی گئیں۔ وزیراعظم نے کہا کہ عوام کی فلاح و بہبود حکومت کی اولین ترجیح ہے اور اس سلسلے میں کوئی کسر اٹھا نہیں رکھی جائے گی۔ ترقیاتی منصوبوں کی بروقت تکمیل کو یقینی بنایا جائے گا اور شفافیت برقرار رکھی جائے گی۔ حکومت کی جانب سے عوامی مسائل کے حل کے لیے اقدامات جاری ہیں اور متعلقہ اداروں کو ہدایات جاری کر دی گئی ہیں۔ اجلاس میں ملکی صورتحال پر تفصیلی غور کیا گیا اور مختلف تجاویز پیش کی گئیں۔ وزیراعظم نے کہا کہ عوام کی فلاح و بہبود حکومت کی اولین ترجیح ہے اور اس سلسلے میں کوئی کسر اٹھا نہیں رکھی جائے گی۔ ترقیاتی منصوبوں کی بروقت تکمیل کو یقینی بنایا جائے گا اور شفافیت برقرار رکھی جائے گی۔	[3, 51, 107, 384]
story-number: 35	[186, 1120, 217, 1140]
story-title-box	[765, 1485, 840, 1505]
story-title: انکار	[780, 759, 800, 772]
story-title-box	[548, 26, 622, 46]
continued-tag: بقیہ	[813, 1852, 838, 1868]
story-title-box	[221, 391, 295, 411]
continued-story-header	[657, 1120, 763, 1140]
news-column	[764, 22, 873, 2208]
story-number: 24	[403, 755, 435, 776]
continued-story-header	[2, 1120, 108, 1140]
story-body: حکومت کی جانب سے عوامی مسائل کے حل کے لیے اقدامات جاری ہیں اور متعلقہ اداروں کو ہدایات جاری کر دی گئی ہیں۔ اجلاس میں ملکی صورتحال پر تفصیلی غور کیا گیا اور مختلف تجاویز پیش کی گئیں۔ وزیراعظم نے کہا کہ عوام کی فلاح و بہبود حکومت کی اولین ترجیح ہے اور اس سلسلے میں کوئی کسر اٹھا نہیں رکھی جائے گی۔ ترقیاتی منصوبوں کی بروقت تکمیل کو یقینی بنایا جائے گا اور شفافیت برقرار رکھی جائے گی۔ حکومت کی جانب سے عوامی مسائل کے حل کے لیے اقدامات جاری ہیں اور متعلقہ اداروں کو ہدایات جاری کر دی گئی ہیں۔ اجلاس میں ملکی صورتحال پر تفصیلی غور کیا گیا اور مختلف تجاویز پیش کی گئیں۔ وزیراعظم نے کہا کہ عوام کی فلاح و بہبود حکومت کی اولین ترجیح ہے اور اس سلسلے میں کوئی کسر اٹھا نہیں رکھی جائے گی۔ ترقیاتی منصوبوں کی بروقت تکمیل کو یقینی بنایا جائے گا اور شفافیت برقرار رکھی جائے گی۔	[766, 1876, 870, 2208]
story-number: 6	[840, 1850, 871, 1870]
continued-story-header	[657, 2215, 763, 2235]
story-number: 32	[186, 26, 217, 46]
story-title-box	[438, 391, 513, 411]
story-body: حکومت کی جانب سے عوامی مسائل کے حل کے لیے اقدامات جاری ہیں اور متعلقہ اداروں کو ہدایات جاری کر دی گئی ہیں۔ اجلاس میں ملکی صورتحال پر تفصیلی غور کیا گیا اور مختلف تجاویز پیش کی گئیں۔ وزیراعظم نے کہا کہ عوام کی فلاح و بہبود حکومت کی اولین ترجیح ہے اور اس سلسلے میں کوئی کسر اٹھا نہیں رکھی جائے گی۔ ترقیاتی منصوبوں کی بروقت تکمیل کو یقینی بنایا جائے گا اور شفافیت برقرار رکھی جائے گی۔ حکومت کی جانب سے عوامی مسائل کے حل کے لیے اقدامات جاری ہیں اور متعلقہ اداروں کو ہدایات جاری کر دی گئی ہیں۔ اجلاس میں ملکی صورتحال پر تفصیلی غور کیا گیا اور مختلف تجاویز پیش کی گئیں۔ وزیراعظم نے کہا کہ عوام کی فلاح و بہبود حکومت کی اولین ترجیح ہے اور اس سلسلے میں کوئی کسر اٹھا نہیں رکھی جائے گی۔ ترقیاتی منصوبوں کی بروقت تکمیل کو یقینی بنایا جائے گا اور شفافیت برقرار رکھی جائے گی۔	[657, 781, 762, 1114]
story-title: نجم سیٹھی	[340, 389, 368, 413]
news-column	[326, 22, 436, 2208]
story-number: 16	[622, 755, 653, 776]
news-column	[218, 22, 328, 1611]
continued-story-header	[329, 1485, 435, 1505]
story-title: محمد شفیق	[232, 1118, 258, 1142]
story-title: منظر مسعود	[12, 754, 41, 777]
continued-story-header	[329, 391, 435, 411]
story-number: 40	[76, 391, 108, 411]
story-body: حکومت کی جانب سے عوامی مسائل کے حل کے لیے اقدامات جاری ہیں اور متعلقہ اداروں کو ہدایات جاری کر دی گئی ہیں۔ اجلاس میں ملکی صورتحال پر تفصیلی غور کیا گیا اور مختلف تجاویز پیش کی گئیں۔ وزیراعظم نے کہا کہ عوام کی فلاح و بہبود حکومت کی اولین ترجیح ہے اور اس سلسلے میں کوئی کسر اٹھا نہیں رکھی جائے گی۔ ترقیاتی منصوبوں کی بروقت تکمیل کو یقینی بنایا جائے گا اور شفافیت برقرار رکھی جائے گی۔ حکومت کی جانب سے عوامی مسائل کے حل کے لیے اقدامات جاری ہیں اور متعلقہ اداروں کو ہدایات جاری کر دی گئی ہیں۔ اجلاس میں ملکی صورتحال پر تفصیلی غور کیا گیا اور مختلف تجاویز پیش کی گئیں۔ وزیراعظم نے کہا کہ عوام کی فلاح و بہبود حکومت کی اولین ترجیح ہے اور اس سلسلے میں کوئی کسر اٹھا نہیں رکھی جائے گی۔ ترقیاتی منصوبوں کی بروقت تکمیل کو یقینی بنایا جائے گا اور شفافیت برقرار رکھی جائے گی۔	[330, 1146, 434, 1479]
story-title-box	[657, 1485, 731, 1505]
continued-story-header	[548, 1485, 653, 1505]
continued-story-header	[657, 26, 763, 46]
continued-tag: بقیہ	[50, 28, 74, 44]
story-number: 37	[186, 1850, 217, 1870]
story-body: حکومت کی جانب سے عوامی مسائل کے حل کے لیے اقدامات جاری ہیں اور متعلقہ اداروں کو ہدایات جاری کر دی گئی ہیں۔ اجلاس میں ملکی صورتحال پر تفصیلی غور کیا گیا اور مختلف تجاویز پیش کی گئیں۔ وزیراعظم نے کہا کہ عوام کی فلاح و بہبود حکومت کی اولین ترجیح ہے اور اس سلسلے میں کوئی کسر اٹھا نہیں رکھی جائے گی۔ ترقیاتی منصوبوں کی بروقت تکمیل کو یقینی بنایا جائے گا اور شفافیت برقرار رکھی جائے گی۔ حکومت کی جانب سے عوامی مسائل کے حل کے لیے اقدامات جاری ہیں اور متعلقہ اداروں کو ہدایات جاری کر دی گئی ہیں۔ اجلاس میں ملکی صورتحال پر تفصیلی غور کیا گیا اور مختلف تجاویز پیش کی گئیں۔ وزیراعظم نے کہا کہ عوام کی فلاح و بہبود حکومت کی اولین ترجیح ہے اور اس سلسلے میں کوئی کسر اٹھا نہیں رکھی جائے گی۔ ترقیاتی منصوبوں کی بروقت تکمیل کو یقینی بنایا جائے گا اور شفافیت برقرار رکھی جائے گی۔	[439, 51, 543, 384]
story-title-box	[765, 26, 840, 46]
story-number: 42	[76, 1120, 108, 1140]
continued-tag: بقیہ	[377, 1487, 402, 1504]
story-body: حکومت کی جانب سے عوامی مسائل کے حل کے لیے اقدامات جاری ہیں اور متعلقہ اداروں کو ہدایات جاری کر دی گئی ہیں۔ اجلاس میں ملکی صورتحال پر تفصیلی غور کیا گیا اور مختلف تجاویز پیش کی گئیں۔ وزیراعظم نے کہا کہ عوام کی فلاح و بہبود حکومت کی اولین ترجیح ہے اور اس سلسلے میں کوئی کسر اٹھا نہیں رکھی جائے گی۔ ترقیاتی منصوبوں کی بروقت تکمیل کو یقینی بنایا جائے گا اور شفافیت برقرار رکھی جائے گی۔ حکومت کی جانب سے عوامی مسائل کے حل کے لیے اقدامات جاری ہیں اور متعلقہ اداروں کو ہدایات جاری کر دی گئی ہیں۔ اجلاس میں ملکی صورتحال پر تفصیلی غور کیا گیا اور مختلف تجاویز پیش کی گئیں۔ وزیراعظم نے کہا کہ عوام کی فلاح و بہبود حکومت کی اولین ترجیح ہے اور اس سلسلے میں کوئی کسر اٹھا نہیں رکھی جائے گی۔ ترقیاتی منصوبوں کی بروقت تکمیل کو یقینی بنایا جائے گا اور شفافیت برقرار رکھی جائے گی۔	[439, 781, 543, 1114]
continued-story-header	[765, 1120, 871, 1140]
continued-tag: بقیہ	[159, 28, 184, 44]
story-body: حکومت کی جانب سے عوامی مسائل کے حل کے لیے اقدامات جاری ہیں اور متعلقہ اداروں کو ہدایات جاری کر دی گئی ہیں۔ اجلاس میں ملکی صورتحال پر تفصیلی غور کیا گیا اور مختلف تجاویز پیش کی گئیں۔ وزیراعظم نے کہا کہ عوام کی فلاح و بہبود حکومت کی اولین ترجیح ہے اور اس سلسلے میں کوئی کسر اٹھا نہیں رکھی جائے گی۔ ترقیاتی منصوبوں کی بروقت تکمیل کو یقینی بنایا جائے گا اور شفافیت برقرار رکھی جائے گی۔ حکومت کی جانب سے عوامی مسائل کے حل کے لیے اقدامات جاری ہیں اور متعلقہ اداروں کو ہدایات جاری کر دی گئی ہیں۔ اجلاس میں ملکی صورتحال پر تفصیلی غور کیا گیا اور مختلف تجاویز پیش کی گئیں۔ وزیراعظم نے کہا کہ عوام کی فلاح و بہبود حکومت کی اولین ترجیح ہے اور اس سلسلے میں کوئی کسر اٹھا نہیں رکھی جائے گی۔ ترقیاتی منصوبوں کی بروقت تکمیل کو یقینی بنایا جائے گا اور شفافیت برقرار رکھی جائے گی۔	[330, 51, 434, 384]
story-number: 7	[731, 26, 762, 46]
story-title-box	[2, 391, 76, 411]
continued-tag: بقیہ	[486, 392, 511, 409]
story-title-box	[221, 1120, 295, 1140]
story-number: 1	[840, 26, 871, 46]
story-body: حکومت کی جانب سے عوامی مسائل کے حل کے لیے اقدامات جاری ہیں اور متعلقہ اداروں کو ہدایات جاری کر دی گئی ہیں۔ اجلاس میں ملکی صورتحال پر تفصیلی غور کیا گیا اور مختلف تجاویز پیش کی گئیں۔ وزیراعظم نے کہا کہ عوام کی فلاح و بہبود حکومت کی اولین ترجیح ہے اور اس سلسلے میں کوئی کسر اٹھا نہیں رکھی جائے گی۔ ترقیاتی منصوبوں کی بروقت تکمیل کو یقینی بنایا جائے گا اور شفافیت برقرار رکھی جائے گی۔ حکومت کی جانب سے عوامی مسائل کے حل کے لیے اقدامات جاری ہیں اور متعلقہ اداروں کو ہدایات جاری کر دی گئی ہیں۔ اجلاس میں ملکی صورتحال پر تفصیلی غور کیا گیا اور مختلف تجاویز پیش کی گئیں۔ وزیراعظم نے کہا کہ عوام کی فلاح و بہبود حکومت کی اولین ترجیح ہے اور اس سلسلے میں کوئی کسر اٹھا نہیں رکھی جائے گی۔ ترقیاتی منصوبوں کی بروقت تکمیل کو یقینی بنایا جائے گا اور شفافیت برقرار رکھی جائے گی۔	[221, 1146, 325, 1479]
continued-tag: بقیہ	[595, 757, 620, 774]
continued-story-header	[111, 1485, 217, 1505]
story-title: مریم نواز	[770, 29, 811, 42]
story-title: مشکلات	[554, 759, 591, 772]
continued-tag: بقیہ	[268, 28, 293, 44]
story-number: 36	[186, 1485, 217, 1505]
continued-story-header	[2, 1485, 108, 1505]
story-title: جی 7 ممالک	[777, 389, 804, 413]
story-title: امریکا	[668, 29, 695, 42]
story-title-box	[329, 391, 403, 411]
story-title-box	[548, 391, 622, 411]
story-body: حکومت کی جانب سے عوامی مسائل کے حل کے لیے اقدامات جاری ہیں اور متعلقہ اداروں کو ہدایات جاری کر دی گئی ہیں۔ اجلاس میں ملکی صورتحال پر تفصیلی غور کیا گیا اور مختلف تجاویز پیش کی گئیں۔ وزیراعظم نے کہا کہ عوام کی فلاح و بہبود حکومت کی اولین ترجیح ہے اور اس سلسلے میں کوئی کسر اٹھا نہیں رکھی جائے گی۔ ترقیاتی منصوبوں کی بروقت تکمیل کو یقینی بنایا جائے گا اور شفافیت برقرار رکھی جائے گی۔ حکومت کی جانب سے عوامی مسائل کے حل کے لیے اقدامات جاری ہیں اور متعلقہ اداروں کو ہدایات جاری کر دی گئی ہیں۔ اجلاس میں ملکی صورتحال پر تفصیلی غور کیا گیا اور مختلف تجاویز پیش کی گئیں۔ وزیراعظم نے کہا کہ عوام کی فلاح و بہبود حکومت کی اولین ترجیح ہے اور اس سلسلے میں کوئی کسر اٹھا نہیں رکھی جائے گی۔ ترقیاتی منصوبوں کی بروقت تکمیل کو یقینی بنایا جائے گا اور شفافیت برقرار رکھی جائے گی۔	[3, 416, 107, 749]
continued-story-header	[329, 755, 435, 776]
story-body: حکومت کی جانب سے عوامی مسائل کے حل کے لیے اقدامات جاری ہیں اور متعلقہ اداروں کو ہدایات جاری کر دی گئی ہیں۔ اجلاس میں ملکی صورتحال پر تفصیلی غور کیا گیا اور مختلف تجاویز پیش کی گئیں۔ وزیراعظم نے کہا کہ عوام کی فلاح و بہبود حکومت کی اولین ترجیح ہے اور اس سلسلے میں کوئی کسر اٹھا نہیں رکھی جائے گی۔ ترقیاتی منصوبوں کی بروقت تکمیل کو یقینی بنایا جائے گا اور شفافیت برقرار رکھی جائے گی۔ حکومت کی جانب سے عوامی مسائل کے حل کے لیے اقدامات جاری ہیں اور متعلقہ اداروں کو ہدایات جاری کر دی گئی ہیں۔ اجلاس میں ملکی صورتحال پر تفصیلی غور کیا گیا اور مختلف تجاویز پیش کی گئیں۔ وزیراعظم نے کہا کہ عوام کی فلاح و بہبود حکومت کی اولین ترجیح ہے اور اس سلسلے میں کوئی کسر اٹھا نہیں رکھی جائے گی۔ ترقیاتی منصوبوں کی بروقت تکمیل کو یقینی بنایا جائے گا اور شفافیت برقرار رکھی جائے گی۔	[548, 416, 652, 749]
story-number: 18	[622, 1485, 653, 1505]
continued-tag: بقیہ	[705, 757, 730, 774]
continued-story-header	[657, 1485, 763, 1505]
story-body: حکومت کی جانب سے عوامی مسائل کے حل کے لیے اقدامات جاری ہیں اور متعلقہ اداروں کو ہدایات جاری کر دی گئی ہیں۔ اجلاس میں ملکی صورتحال پر تفصیلی غور کیا گیا اور مختلف تجاویز پیش کی گئیں۔ وزیراعظم نے کہا کہ عوام کی فلاح و بہبود حکومت کی اولین ترجیح ہے اور اس سلسلے میں کوئی کسر اٹھا نہیں رکھی جائے گی۔ ترقیاتی منصوبوں کی بروقت تکمیل کو یقینی بنایا جائے گا اور شفافیت برقرار رکھی جائے گی۔ حکومت کی جانب سے عوامی مسائل کے حل کے لیے اقدامات جاری ہیں اور متعلقہ اداروں کو ہدایات جاری کر دی گئی ہیں۔ اجلاس میں ملکی صورتحال پر تفصیلی غور کیا گیا اور مختلف تجاویز پیش کی گئیں۔ وزیراعظم نے کہا کہ عوام کی فلاح و بہبود حکومت کی اولین ترجیح ہے اور اس سلسلے میں کوئی کسر اٹھا نہیں رکھی جائے گی۔ ترقیاتی منصوبوں کی بروقت تکمیل کو یقینی بنایا جائے گا اور شفافیت برقرار رکھی جائے گی۔	[766, 1511, 870, 1844]
story-number: 31	[294, 1120, 325, 1140]
story-title: مسعود خان	[448, 24, 478, 48]
story-title-box	[2, 1485, 76, 1505]
story-number: 28	[294, 26, 325, 46]
story-body: حکومت کی جانب سے عوامی مسائل کے حل کے لیے اقدامات جاری ہیں اور متعلقہ اداروں کو ہدایات جاری کر دی گئی ہیں۔ اجلاس میں ملکی صورتحال پر تفصیلی غور کیا گیا اور مختلف تجاویز پیش کی گئیں۔ وزیراعظم نے کہا کہ عوام کی فلاح و بہبود حکومت کی اولین ترجیح ہے اور اس سلسلے میں کوئی کسر اٹھا نہیں رکھی جائے گی۔ ترقیاتی منصوبوں کی بروقت تکمیل کو یقینی بنایا جائے گا اور شفافیت برقرار رکھی جائے گی۔ حکومت کی جانب سے عوامی مسائل کے حل کے لیے اقدامات جاری ہیں اور متعلقہ اداروں کو ہدایات جاری کر دی گئی ہیں۔ اجلاس میں ملکی صورتحال پر تفصیلی غور کیا گیا اور مختلف تجاویز پیش کی گئیں۔ وزیراعظم نے کہا کہ عوام کی فلاح و بہبود حکومت کی اولین ترجیح ہے اور اس سلسلے میں کوئی کسر اٹھا نہیں رکھی جائے گی۔ ترقیاتی منصوبوں کی بروقت تکمیل کو یقینی بنایا جائے گا اور شفافیت برقرار رکھی جائے گی۔	[657, 1146, 762, 1479]
story-body: حکومت کی جانب سے عوامی مسائل کے حل کے لیے اقدامات جاری ہیں اور متعلقہ اداروں کو ہدایات جاری کر دی گئی ہیں۔ اجلاس میں ملکی صورتحال پر تفصیلی غور کیا گیا اور مختلف تجاویز پیش کی گئیں۔ وزیراعظم نے کہا کہ عوام کی فلاح و بہبود حکومت کی اولین ترجیح ہے اور اس سلسلے میں کوئی کسر اٹھا نہیں رکھی جائے گی۔ ترقیاتی منصوبوں کی بروقت تکمیل کو یقینی بنایا جائے گا اور شفافیت برقرار رکھی جائے گی۔ حکومت کی جانب سے عوامی مسائل کے حل کے لیے اقدامات جاری ہیں اور متعلقہ اداروں کو ہدایات جاری کر دی گئی ہیں۔ اجلاس میں ملکی صورتحال پر تفصیلی غور کیا گیا اور مختلف تجاویز پیش کی گئیں۔ وزیراعظم نے کہا کہ عوام کی فلاح و بہبود حکومت کی اولین ترجیح ہے اور اس سلسلے میں کوئی کسر اٹھا نہیں رکھی جائے گی۔ ترقیاتی منصوبوں کی بروقت تکمیل کو یقینی بنایا جائے گا اور شفافیت برقرار رکھی جائے گی۔	[111, 2241, 216, 2573]
continued-tag: بقیہ	[159, 1122, 184, 1139]
story-body: حکومت کی جانب سے عوامی مسائل کے حل کے لیے اقدامات جاری ہیں اور متعلقہ اداروں کو ہدایات جاری کر دی گئی ہیں۔ اجلاس میں ملکی صورتحال پر تفصیلی غور کیا گیا اور مختلف تجاویز پیش کی گئیں۔ وزیراعظم نے کہا کہ عوام کی فلاح و بہبود حکومت کی اولین ترجیح ہے اور اس سلسلے میں کوئی کسر اٹھا نہیں رکھی جائے گی۔ ترقیاتی منصوبوں کی بروقت تکمیل کو یقینی بنایا جائے گا اور شفافیت برقرار رکھی جائے گی۔ حکومت کی جانب سے عوامی مسائل کے حل کے لیے اقدامات جاری ہیں اور متعلقہ اداروں کو ہدایات جاری کر دی گئی ہیں۔ اجلاس میں ملکی صورتحال پر تفصیلی غور کیا گیا اور مختلف تجاویز پیش کی گئیں۔ وزیراعظم نے کہا کہ عوام کی فلاح و بہبود حکومت کی اولین ترجیح ہے اور اس سلسلے میں کوئی کسر اٹھا نہیں رکھی جائے گی۔ ترقیاتی منصوبوں کی بروقت تکمیل کو یقینی بنایا جائے گا اور شفافیت برقرار رکھی جائے گی۔	[657, 2241, 762, 2573]
story-title: سعودی عرب	[556, 389, 588, 413]
continued-story-header	[548, 391, 653, 411]
story-number: 3	[840, 755, 871, 776]
story-title-box	[657, 391, 731, 411]
continued-story-header	[221, 391, 326, 411]
continued-tag: بقیہ	[486, 757, 511, 774]
story-body: حکومت کی جانب سے عوامی مسائل کے حل کے لیے اقدامات جاری ہیں اور متعلقہ اداروں کو ہدایات جاری کر دی گئی ہیں۔ اجلاس میں ملکی صورتحال پر تفصیلی غور کیا گیا اور مختلف تجاویز پیش کی گئیں۔ وزیراعظم نے کہا کہ عوام کی فلاح و بہبود حکومت کی اولین ترجیح ہے اور اس سلسلے میں کوئی کسر اٹھا نہیں رکھی جائے گی۔ ترقیاتی منصوبوں کی بروقت تکمیل کو یقینی بنایا جائے گا اور شفافیت برقرار رکھی جائے گی۔ حکومت کی جانب سے عوامی مسائل کے حل کے لیے اقدامات جاری ہیں اور متعلقہ اداروں کو ہدایات جاری کر دی گئی ہیں۔ اجلاس میں ملکی صورتحال پر تفصیلی غور کیا گیا اور مختلف تجاویز پیش کی گئیں۔ وزیراعظم نے کہا کہ عوام کی فلاح و بہبود حکومت کی اولین ترجیح ہے اور اس سلسلے میں کوئی کسر اٹھا نہیں رکھی جائے گی۔ ترقیاتی منصوبوں کی بروقت تکمیل کو یقینی بنایا جائے گا اور شفافیت برقرار رکھی جائے گی۔	[330, 416, 434, 749]
continued-story-header	[657, 1850, 763, 1870]
story-title: یوم پاکستان	[337, 754, 371, 777]
story-body: حکومت کی جانب سے عوامی مسائل کے حل کے لیے اقدامات جاری ہیں اور متعلقہ اداروں کو ہدایات جاری کر دی گئی ہیں۔ اجلاس میں ملکی صورتحال پر تفصیلی غور کیا گیا اور مختلف تجاویز پیش کی گئیں۔ وزیراعظم نے کہا کہ عوام کی فلاح و بہبود حکومت کی اولین ترجیح ہے اور اس سلسلے میں کوئی کسر اٹھا نہیں رکھی جائے گی۔ ترقیاتی منصوبوں کی بروقت تکمیل کو یقینی بنایا جائے گا اور شفافیت برقرار رکھی جائے گی۔ حکومت کی جانب سے عوامی مسائل کے حل کے لیے اقدامات جاری ہیں اور متعلقہ اداروں کو ہدایات جاری کر دی گئی ہیں۔ اجلاس میں ملکی صورتحال پر تفصیلی غور کیا گیا اور مختلف تجاویز پیش کی گئیں۔ وزیراعظم نے کہا کہ عوام کی فلاح و بہبود حکومت کی اولین ترجیح ہے اور اس سلسلے میں کوئی کسر اٹھا نہیں رکھی جائے گی۔ ترقیاتی منصوبوں کی بروقت تکمیل کو یقینی بنایا جائے گا اور شفافیت برقرار رکھی جائے گی۔	[111, 1876, 216, 2208]
continued-story-header	[765, 26, 871, 46]
story-title: احمد اشفاق	[558, 1118, 586, 1142]
story-title-box	[329, 1485, 403, 1505]
continued-story-header	[657, 755, 763, 776]
story-title: احتجاج	[776, 1489, 805, 1502]
continued-story-header	[111, 755, 217, 776]
story-title-box	[111, 1120, 186, 1140]
continued-story-header	[329, 1850, 435, 1870]
story-title-box	[329, 1120, 403, 1140]
story-title-box	[657, 1120, 731, 1140]
story-title-box	[221, 26, 295, 46]
story-title-box	[765, 755, 840, 776]
story-title-box	[329, 1850, 403, 1870]
continued-tag: بقیہ	[486, 28, 511, 44]
continued-story-header	[111, 2215, 217, 2235]
story-number: 8	[731, 391, 762, 411]
story-title-box	[548, 755, 622, 776]
continued-tag: بقیہ	[268, 1122, 293, 1139]
story-body: حکومت کی جانب سے عوامی مسائل کے حل کے لیے اقدامات جاری ہیں اور متعلقہ اداروں کو ہدایات جاری کر دی گئی ہیں۔ اجلاس میں ملکی صورتحال پر تفصیلی غور کیا گیا اور مختلف تجاویز پیش کی گئیں۔ وزیراعظم نے کہا کہ عوام کی فلاح و بہبود حکومت کی اولین ترجیح ہے اور اس سلسلے میں کوئی کسر اٹھا نہیں رکھی جائے گی۔ ترقیاتی منصوبوں کی بروقت تکمیل کو یقینی بنایا جائے گا اور شفافیت برقرار رکھی جائے گی۔ حکومت کی جانب سے عوامی مسائل کے حل کے لیے اقدامات جاری ہیں اور متعلقہ اداروں کو ہدایات جاری کر دی گئی ہیں۔ اجلاس میں ملکی صورتحال پر تفصیلی غور کیا گیا اور مختلف تجاویز پیش کی گئیں۔ وزیراعظم نے کہا کہ عوام کی فلاح و بہبود حکومت کی اولین ترجیح ہے اور اس سلسلے میں کوئی کسر اٹھا نہیں رکھی جائے گی۔ ترقیاتی منصوبوں کی بروقت تکمیل کو یقینی بنایا جائے گا اور شفافیت برقرار رکھی جائے گی۔	[330, 1511, 434, 1844]
continued-tag: بقیہ	[705, 392, 730, 409]
story-number: 10	[731, 1120, 762, 1140]
story-title: عرفان اللہ خان	[112, 1118, 159, 1142]
continued-story-header	[765, 1485, 871, 1505]
story-body: حکومت کی جانب سے عوامی مسائل کے حل کے لیے اقدامات جاری ہیں اور متعلقہ اداروں کو ہدایات جاری کر دی گئی ہیں۔ اجلاس میں ملکی صورتحال پر تفصیلی غور کیا گیا اور مختلف تجاویز پیش کی گئیں۔ وزیراعظم نے کہا کہ عوام کی فلاح و بہبود حکومت کی اولین ترجیح ہے اور اس سلسلے میں کوئی کسر اٹھا نہیں رکھی جائے گی۔ ترقیاتی منصوبوں کی بروقت تکمیل کو یقینی بنایا جائے گا اور شفافیت برقرار رکھی جائے گی۔ حکومت کی جانب سے عوامی مسائل کے حل کے لیے اقدامات جاری ہیں اور متعلقہ اداروں کو ہدایات جاری کر دی گئی ہیں۔ اجلاس میں ملکی صورتحال پر تفصیلی غور کیا گیا اور مختلف تجاویز پیش کی گئیں۔ وزیراعظم نے کہا کہ عوام کی فلاح و بہبود حکومت کی اولین ترجیح ہے اور اس سلسلے میں کوئی کسر اٹھا نہیں رکھی جائے گی۔ ترقیاتی منصوبوں کی بروقت تکمیل کو یقینی بنایا جائے گا اور شفافیت برقرار رکھی جائے گی۔	[766, 51, 870, 384]
story-body: حکومت کی جانب سے عوامی مسائل کے حل کے لیے اقدامات جاری ہیں اور متعلقہ اداروں کو ہدایات جاری کر دی گئی ہیں۔ اجلاس میں ملکی صورتحال پر تفصیلی غور کیا گیا اور مختلف تجاویز پیش کی گئیں۔ وزیراعظم نے کہا کہ عوام کی فلاح و بہبود حکومت کی اولین ترجیح ہے اور اس سلسلے میں کوئی کسر اٹھا نہیں رکھی جائے گی۔ ترقیاتی منصوبوں کی بروقت تکمیل کو یقینی بنایا جائے گا اور شفافیت برقرار رکھی جائے گی۔ حکومت کی جانب سے عوامی مسائل کے حل کے لیے اقدامات جاری ہیں اور متعلقہ اداروں کو ہدایات جاری کر دی گئی ہیں۔ اجلاس میں ملکی صورتحال پر تفصیلی غور کیا گیا اور مختلف تجاویز پیش کی گئیں۔ وزیراعظم نے کہا کہ عوام کی فلاح و بہبود حکومت کی اولین ترجیح ہے اور اس سلسلے میں کوئی کسر اٹھا نہیں رکھی جائے گی۔ ترقیاتی منصوبوں کی بروقت تکمیل کو یقینی بنایا جائے گا اور شفافیت برقرار رکھی جائے گی۔	[221, 51, 325, 384]
continued-tag: بقیہ	[705, 1122, 730, 1139]
story-title-box	[438, 755, 513, 776]
story-title-box	[657, 26, 731, 46]
story-number: 15	[622, 391, 653, 411]
continued-tag: بقیہ	[50, 1122, 74, 1139]
story-title-box	[657, 755, 731, 776]
story-title: روس	[670, 1489, 693, 1502]
continued-tag: بقیہ	[159, 2217, 184, 2233]
